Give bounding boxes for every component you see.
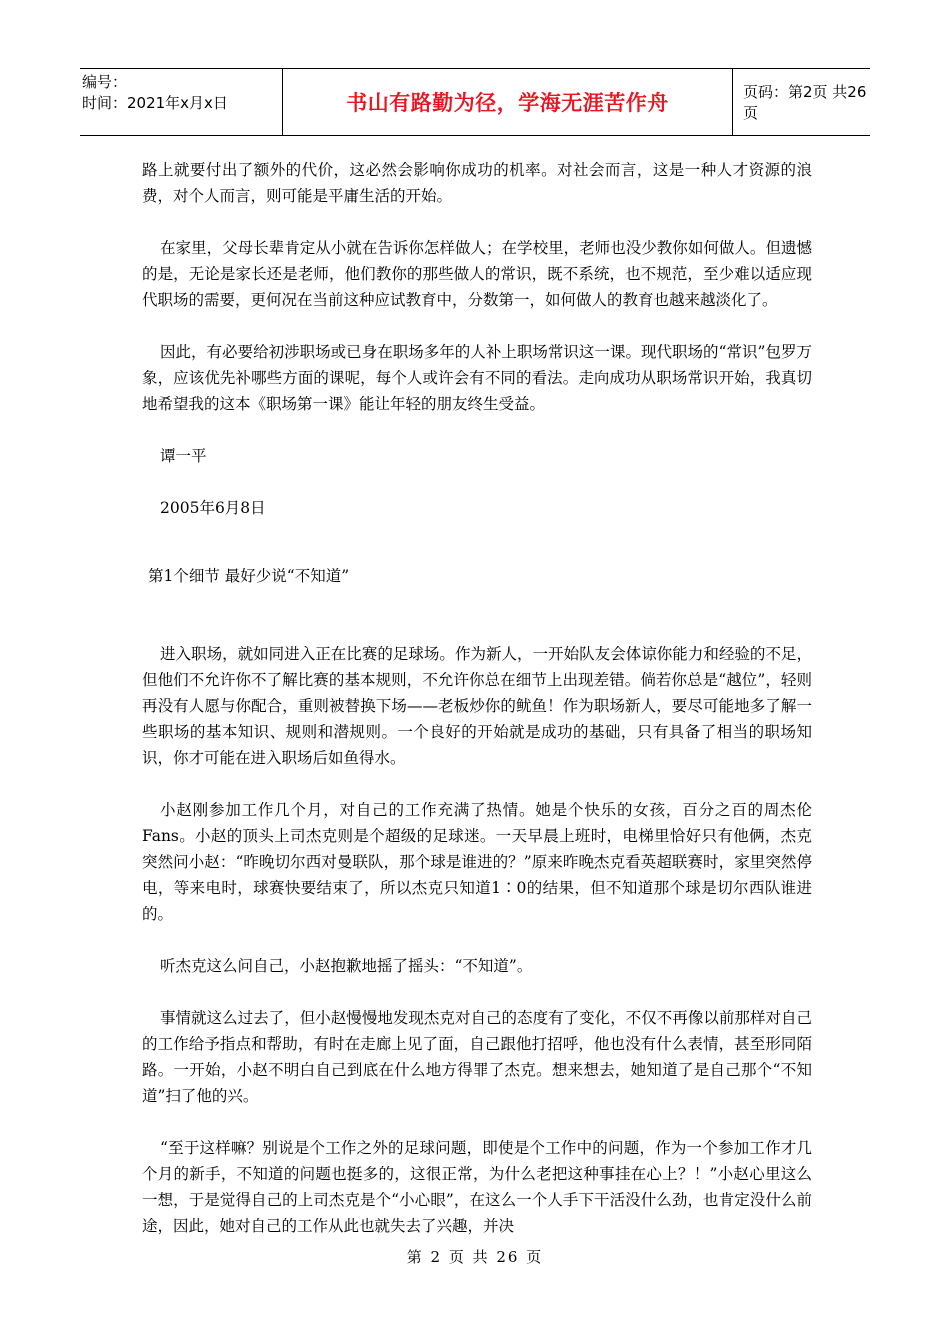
header-page-code: 页码：第2页 共26页: [743, 83, 867, 122]
page-footer: 第 2 页 共 26 页: [406, 1248, 544, 1266]
page-header: [80, 68, 870, 136]
document-date-label: 时间：2021年x月x日: [82, 94, 228, 112]
document-number-label: 编号：: [82, 73, 128, 91]
paragraph-4: 进入职场，就如同进入正在比赛的足球场。作为新人，一开始队友会体谅你能力和经验的不足，但他们不允许你不了解比赛的基本规则，不允许你总在细节上出现差错。倘若你总是“越位”，轻则再没有人愿与你配合，重则被替换下场——老板炒你的鱿鱼！作为职场新人，要尽可能地多了解一些职场的基本知识、规则和潜规则。一个良好的开始就是成功的基础，只有具备了相当的职场知识，你才可能在进入职场后如鱼得水。: [142, 645, 812, 767]
paragraph-5: 小赵刚参加工作几个月，对自己的工作充满了热情。她是个快乐的女孩，百分之百的周杰伦Fans。小赵的顶头上司杰克则是个超级的足球迷。一天早晨上班时，电梯里恰好只有他俩，杰克突然问小赵：“昨晚切尔西对曼联队，那个球是谁进的？”原来昨晚杰克看英超联赛时，家里突然停电，等来电时，球赛快要结束了，所以杰克只知道1∶0的结果，但不知道那个球是切尔西队谁进的。: [142, 801, 812, 923]
paragraph-7: 事情就这么过去了，但小赵慢慢地发现杰克对自己的态度有了变化，不仅不再像以前那样对自己的工作给予指点和帮助，有时在走廊上见了面，自己跟他打招呼，他也没有什么表情，甚至形同陌路。一开始，小赵不明白自己到底在什么地方得罪了杰克。想来想去，她知道了是自己那个“不知道”扫了他的兴。: [142, 1009, 812, 1105]
section-title: 第1个细节 最好少说“不知道”: [148, 567, 350, 585]
paragraph-8: “至于这样嘛？别说是个工作之外的足球问题，即使是个工作中的问题，作为一个参加工作才几个月的新手，不知道的问题也挺多的，这很正常，为什么老把这种事挂在心上？！”小赵心里这么一想，于是觉得自己的上司杰克是个“小心眼”，在这么一个人手下干活没什么劲，也肯定没什么前途，因此，她对自己的工作从此也就失去了兴趣，并决: [142, 1139, 812, 1235]
header-motto: 书山有路勤为径，学海无涯苦作舟: [283, 69, 733, 135]
paragraph-6: 听杰克这么问自己，小赵抱歉地摇了摇头：“不知道”。: [160, 957, 533, 975]
paragraph-2: 在家里，父母长辈肯定从小就在告诉你怎样做人；在学校里，老师也没少教你如何做人。但遗憾的是，无论是家长还是老师，他们教你的那些做人的常识，既不系统，也不规范，至少难以适应现代职场的需要，更何况在当前这种应试教育中，分数第一，如何做人的教育也越来越淡化了。: [142, 239, 812, 309]
author-name: 谭一平: [160, 447, 207, 465]
header-meta: [80, 69, 283, 135]
paragraph-1: 路上就要付出了额外的代价，这必然会影响你成功的机率。对社会而言，这是一种人才资源的浪费，对个人而言，则可能是平庸生活的开始。: [142, 161, 812, 205]
document-body: [142, 157, 812, 1265]
paragraph-3: 因此，有必要给初涉职场或已身在职场多年的人补上职场常识这一课。现代职场的“常识”包罗万象，应该优先补哪些方面的课呢，每个人或许会有不同的看法。走向成功从职场常识开始，我真切地希望我的这本《职场第一课》能让年轻的朋友终生受益。: [142, 343, 812, 413]
preface-date: 2005年6月8日: [160, 499, 266, 517]
